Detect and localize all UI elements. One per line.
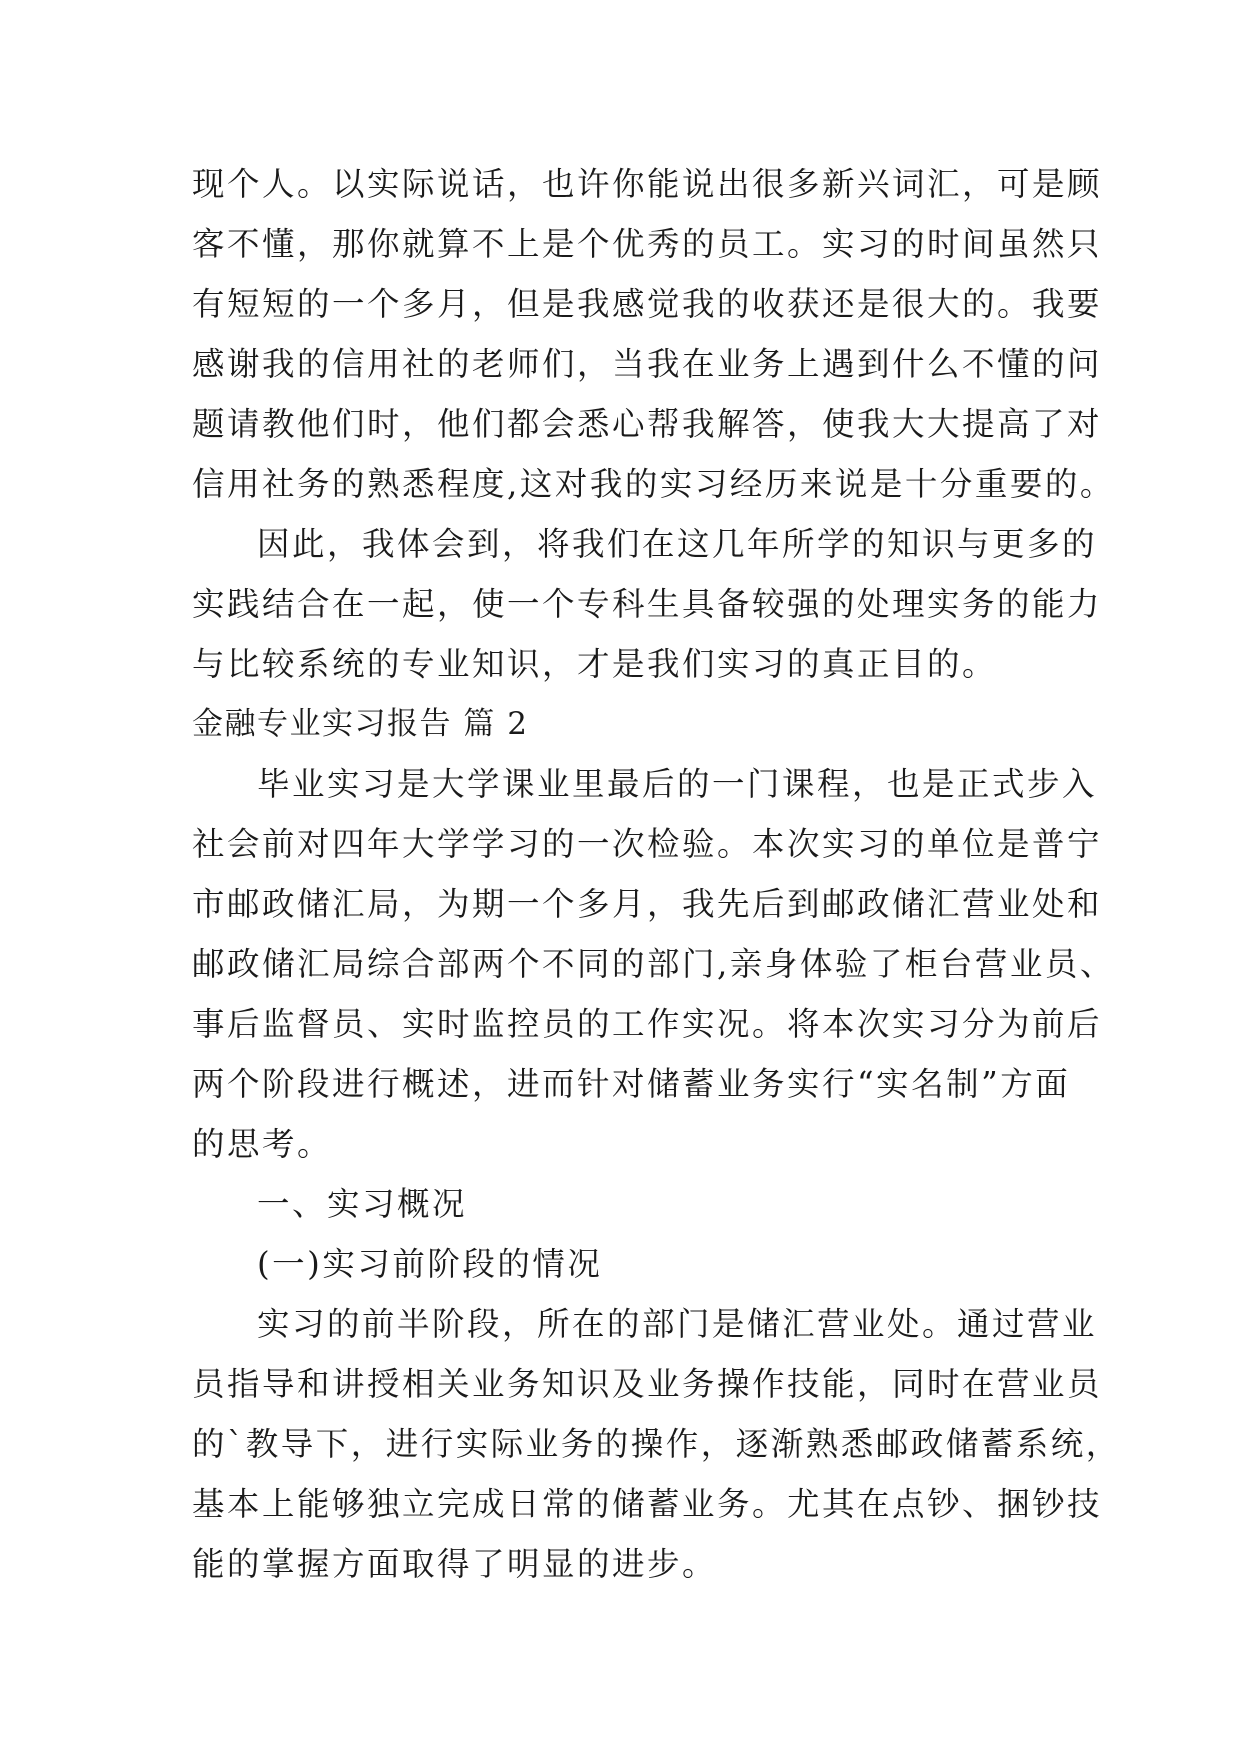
paragraph-line: 因此，我体会到，将我们在这几年所学的知识与更多的	[257, 525, 1098, 563]
paragraph-line: 基本上能够独立完成日常的储蓄业务。尤其在点钞、捆钞技	[192, 1485, 1103, 1523]
paragraph-line: 两个阶段进行概述，进而针对储蓄业务实行“实名制”方面	[192, 1065, 1071, 1103]
paragraph-line: 与比较系统的专业知识，才是我们实习的真正目的。	[192, 645, 998, 683]
paragraph-line: 客不懂，那你就算不上是个优秀的员工。实习的时间虽然只	[192, 225, 1103, 263]
paragraph-line: 市邮政储汇局，为期一个多月，我先后到邮政储汇营业处和	[192, 885, 1103, 923]
paragraph-line: 邮政储汇局综合部两个不同的部门,亲身体验了柜台营业员、	[192, 945, 1115, 983]
paragraph-line: 题请教他们时，他们都会悉心帮我解答，使我大大提高了对	[192, 405, 1103, 443]
paragraph-line: 的`教导下，进行实际业务的操作，逐渐熟悉邮政储蓄系统，	[192, 1425, 1121, 1463]
paragraph-line: 有短短的一个多月，但是我感觉我的收获还是很大的。我要	[192, 285, 1103, 323]
paragraph-line: 实习的前半阶段，所在的部门是储汇营业处。通过营业	[257, 1305, 1098, 1343]
paragraph-line: 员指导和讲授相关业务知识及业务操作技能，同时在营业员	[192, 1365, 1103, 1403]
paragraph-line: 毕业实习是大学课业里最后的一门课程，也是正式步入	[257, 765, 1098, 803]
paragraph-line: 事后监督员、实时监控员的工作实况。将本次实习分为前后	[192, 1005, 1103, 1043]
paragraph-1	[192, 154, 1115, 514]
paragraph-4	[192, 1294, 1121, 1594]
paragraph-line: 的思考。	[192, 1125, 333, 1163]
section-title: 金融专业实习报告 篇 2	[192, 706, 529, 742]
document-body	[192, 154, 1121, 1594]
paragraph-3	[192, 754, 1115, 1174]
paragraph-line: 社会前对四年大学学习的一次检验。本次实习的单位是普宁	[192, 825, 1103, 863]
paragraph-line: 感谢我的信用社的老师们，当我在业务上遇到什么不懂的问	[192, 345, 1103, 383]
paragraph-2	[192, 514, 1103, 694]
heading-early-stage: (一)实习前阶段的情况	[257, 1245, 603, 1283]
paragraph-line: 现个人。以实际说话，也许你能说出很多新兴词汇，可是顾	[192, 165, 1103, 203]
paragraph-line: 信用社务的熟悉程度,这对我的实习经历来说是十分重要的。	[192, 465, 1115, 503]
heading-overview: 一、实习概况	[257, 1185, 468, 1223]
paragraph-line: 实践结合在一起，使一个专科生具备较强的处理实务的能力	[192, 585, 1103, 623]
paragraph-line: 能的掌握方面取得了明显的进步。	[192, 1545, 718, 1583]
